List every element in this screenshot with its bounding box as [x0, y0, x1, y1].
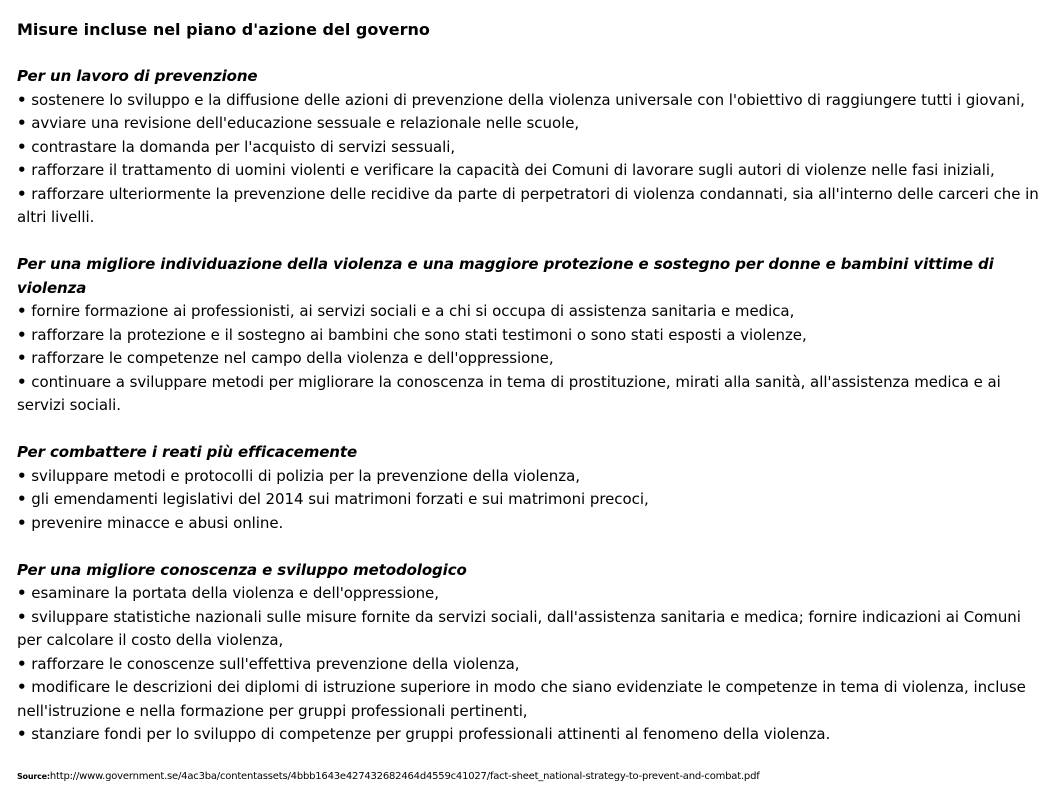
list-item-text: gli emendamenti legislativi del 2014 sui matrimoni forzati e sui matrimoni precoci, [31, 490, 649, 508]
bullet-icon: • [17, 678, 27, 696]
list-item-text: rafforzare le competenze nel campo della violenza e dell'oppressione, [31, 349, 554, 367]
section-detection-protection [17, 253, 1047, 418]
list-item [17, 676, 1047, 723]
bullet-icon: • [17, 137, 27, 156]
list-item-text: stanziare fondi per lo sviluppo di competenze per gruppi professionali attinenti al fenomeno della violenza. [31, 725, 831, 743]
list-item [17, 300, 1047, 324]
bullet-icon: • [17, 302, 27, 320]
list-item [17, 159, 1047, 183]
list-item [17, 136, 1047, 160]
bullet-icon: • [17, 466, 27, 485]
bullet-list [17, 582, 1047, 747]
bullet-list [17, 89, 1047, 230]
section-prevention [17, 65, 1047, 230]
list-item [17, 723, 1047, 747]
list-item [17, 465, 1047, 489]
list-item [17, 512, 1047, 536]
list-item-text: rafforzare ulteriormente la prevenzione delle recidive da parte di perpetratori di violenza condannati, sia all'interno delle carceri che in altri livelli. [17, 184, 1039, 226]
list-item-text: sviluppare statistiche nazionali sulle misure fornite da servizi sociali, dall'assistenza sanitaria e medica; fornire indicazioni ai Comuni per calcolare il costo della violenza, [17, 607, 1021, 649]
list-item-text: modificare le descrizioni dei diplomi di istruzione superiore in modo che siano evidenziate le competenze in tema di violenza, incluse nell'istruzione e nella formazione per gruppi professionali pertinenti, [17, 678, 1026, 720]
document-title: Misure incluse nel piano d'azione del governo [17, 20, 430, 39]
source-url: http://www.government.se/4ac3ba/contentassets/4bbb1643e427432682464d4559c41027/fact-sheet_national-strategy-to-prevent-and-combat.pdf [49, 771, 760, 782]
list-item [17, 488, 1047, 512]
list-item [17, 371, 1047, 418]
list-item [17, 347, 1047, 371]
list-item-text: esaminare la portata della violenza e dell'oppressione, [31, 584, 439, 602]
bullet-icon: • [17, 161, 27, 179]
bullet-list [17, 465, 1047, 536]
list-item [17, 89, 1047, 113]
section-heading: Per combattere i reati più efficacemente [17, 443, 358, 461]
list-item-text: prevenire minacce e abusi online. [31, 513, 284, 532]
source-line [17, 770, 760, 784]
list-item-text: contrastare la domanda per l'acquisto di servizi sessuali, [31, 137, 456, 156]
section-knowledge [17, 559, 1047, 747]
list-item-text: rafforzare il trattamento di uomini violenti e verificare la capacità dei Comuni di lavorare sugli autori di violenze nelle fasi iniziali, [31, 161, 995, 179]
bullet-list [17, 300, 1047, 418]
bullet-icon: • [17, 584, 27, 602]
list-item [17, 183, 1047, 230]
list-item [17, 112, 1047, 136]
list-item-text: sostenere lo sviluppo e la diffusione delle azioni di prevenzione della violenza universale con l'obiettivo di raggiungere tutti i giovani, [31, 90, 1025, 109]
bullet-icon: • [17, 725, 27, 743]
bullet-icon: • [17, 372, 27, 391]
bullet-icon: • [17, 490, 27, 508]
list-item [17, 324, 1047, 348]
list-item [17, 582, 1047, 606]
section-heading: Per un lavoro di prevenzione [17, 67, 258, 85]
list-item [17, 653, 1047, 677]
bullet-icon: • [17, 513, 27, 532]
bullet-icon: • [17, 654, 27, 673]
bullet-icon: • [17, 114, 27, 132]
document-body [17, 19, 1047, 770]
bullet-icon: • [17, 90, 27, 109]
list-item-text: fornire formazione ai professionisti, ai servizi sociali e a chi si occupa di assistenza sanitaria e medica, [31, 302, 795, 320]
bullet-icon: • [17, 184, 27, 203]
list-item-text: avviare una revisione dell'educazione sessuale e relazionale nelle scuole, [31, 114, 580, 132]
section-crime [17, 441, 1047, 535]
bullet-icon: • [17, 325, 27, 344]
list-item-text: rafforzare le conoscenze sull'effettiva prevenzione della violenza, [31, 654, 520, 673]
section-heading: Per una migliore conoscenza e sviluppo metodologico [17, 560, 467, 579]
list-item-text: sviluppare metodi e protocolli di polizia per la prevenzione della violenza, [31, 466, 580, 485]
list-item [17, 606, 1047, 653]
list-item-text: continuare a sviluppare metodi per migliorare la conoscenza in tema di prostituzione, mirati alla sanità, all'assistenza medica e ai servizi sociali. [17, 372, 1001, 414]
source-label: Source: [17, 772, 50, 781]
bullet-icon: • [17, 349, 27, 367]
list-item-text: rafforzare la protezione e il sostegno ai bambini che sono stati testimoni o sono stati esposti a violenze, [31, 325, 807, 344]
section-heading: Per una migliore individuazione della violenza e una maggiore protezione e sostegno per donne e bambini vittime di violenza [17, 255, 994, 297]
bullet-icon: • [17, 607, 27, 626]
